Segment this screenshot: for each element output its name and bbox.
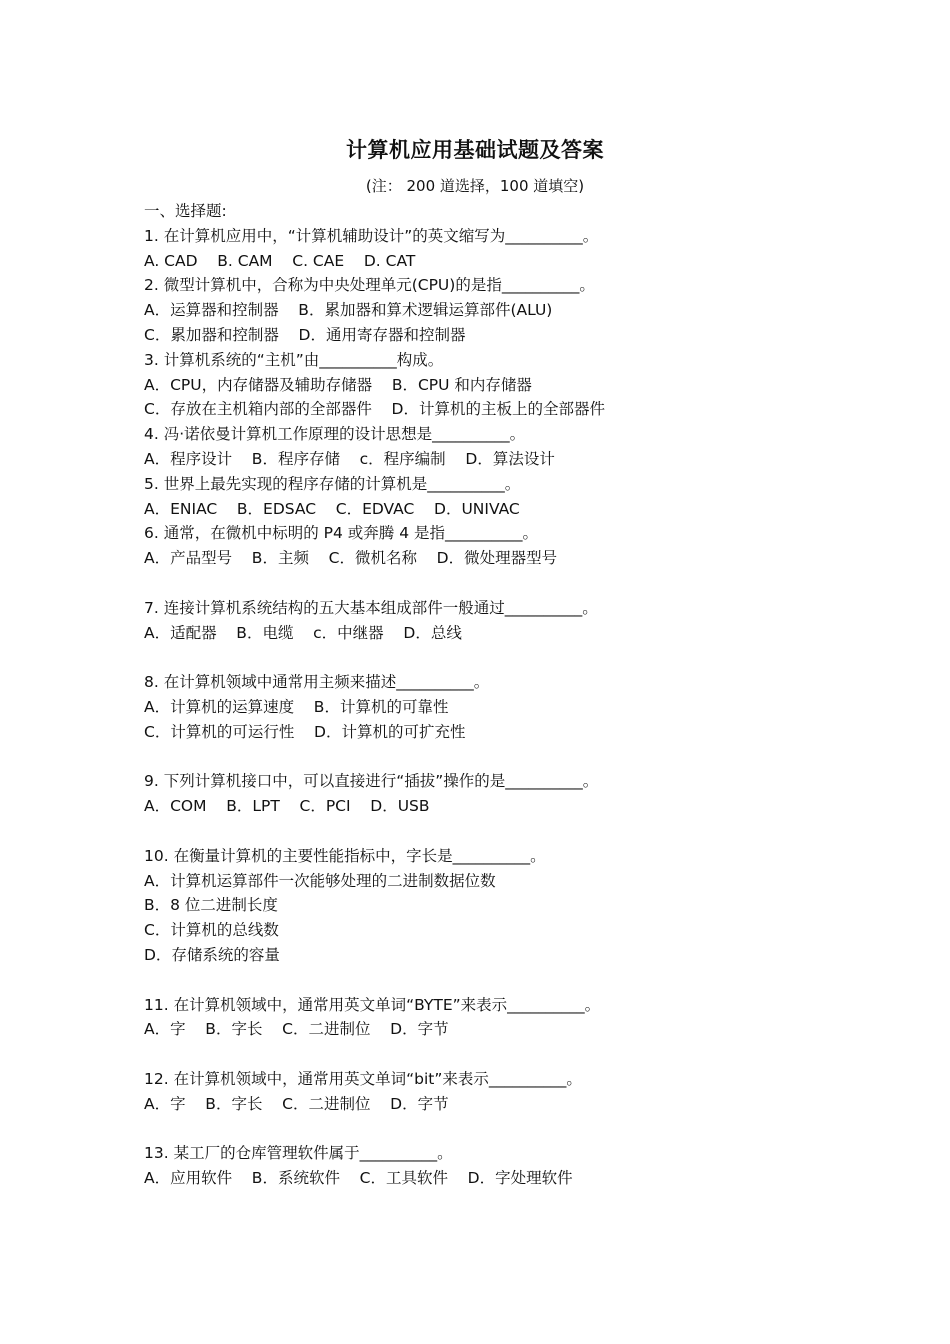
question-options: A. CAD B. CAM C. CAE D. CAT: [144, 251, 416, 270]
question-options: A．字 B．字长 C．二进制位 D．字节: [144, 1020, 449, 1039]
question-text: 8. 在计算机领域中通常用主频来描述__________。: [144, 673, 490, 692]
question-options: A．程序设计 B．程序存储 c．程序编制 D．算法设计: [144, 449, 555, 468]
question-options: C．累加器和控制器 D．通用寄存器和控制器: [144, 325, 466, 344]
question-options: A．运算器和控制器 B．累加器和算术逻辑运算部件(ALU): [144, 301, 553, 320]
spacer: [144, 645, 824, 670]
question-options: A．适配器 B．电缆 c．中继器 D．总线: [144, 623, 462, 642]
question-options: A．计算机运算部件一次能够处理的二进制数据位数: [144, 871, 496, 890]
question-options: A．计算机的运算速度 B．计算机的可靠性: [144, 697, 449, 716]
question-options: A．COM B．LPT C．PCI D．USB: [144, 797, 430, 816]
document-note: (注： 200 道选择，100 道填空): [365, 177, 585, 195]
spacer: [144, 745, 824, 770]
spacer: [144, 571, 824, 596]
document-title: 计算机应用基础试题及答案: [346, 138, 604, 162]
question-text: 4. 冯·诺依曼计算机工作原理的设计思想是__________。: [144, 425, 526, 444]
question-text: 3. 计算机系统的“主机”由__________构成。: [144, 350, 444, 369]
section-heading: 一、选择题:: [144, 202, 227, 220]
question-options: C．计算机的可运行性 D．计算机的可扩充性: [144, 722, 466, 741]
question-text: 2. 微型计算机中，合称为中央处理单元(CPU)的是指__________。: [144, 276, 595, 295]
question-options: A．应用软件 B．系统软件 C．工具软件 D．字处理软件: [144, 1169, 573, 1188]
spacer: [144, 968, 824, 993]
question-options: A．产品型号 B．主频 C．微机名称 D．微处理器型号: [144, 549, 558, 568]
spacer: [144, 1042, 824, 1067]
question-options: A．字 B．字长 C．二进制位 D．字节: [144, 1094, 449, 1113]
question-options: C．计算机的总线数: [144, 921, 279, 940]
question-text: 5. 世界上最先实现的程序存储的计算机是__________。: [144, 474, 521, 493]
question-options: C．存放在主机箱内部的全部器件 D．计算机的主板上的全部器件: [144, 400, 605, 419]
question-text: 12. 在计算机领域中，通常用英文单词“bit”来表示__________。: [144, 1069, 582, 1088]
question-options: B．8 位二进制长度: [144, 896, 278, 915]
question-list: [144, 199, 824, 1191]
question-text: 6. 通常，在微机中标明的 P4 或奔腾 4 是指__________。: [144, 524, 538, 543]
spacer: [144, 1116, 824, 1141]
question-text: 9. 下列计算机接口中，可以直接进行“插拔”操作的是__________。: [144, 772, 599, 791]
question-text: 10. 在衡量计算机的主要性能指标中，字长是__________。: [144, 846, 546, 865]
question-text: 13. 某工厂的仓库管理软件属于__________。: [144, 1144, 453, 1163]
question-text: 11. 在计算机领域中，通常用英文单词“BYTE”来表示__________。: [144, 995, 601, 1014]
question-options: D．存储系统的容量: [144, 945, 280, 964]
question-text: 7. 连接计算机系统结构的五大基本组成部件一般通过__________。: [144, 598, 598, 617]
question-text: 1. 在计算机应用中，“计算机辅助设计”的英文缩写为__________。: [144, 226, 599, 245]
spacer: [144, 819, 824, 844]
question-options: A．ENIAC B．EDSAC C．EDVAC D．UNIVAC: [144, 499, 520, 518]
question-options: A．CPU，内存储器及辅助存储器 B．CPU 和内存储器: [144, 375, 532, 394]
